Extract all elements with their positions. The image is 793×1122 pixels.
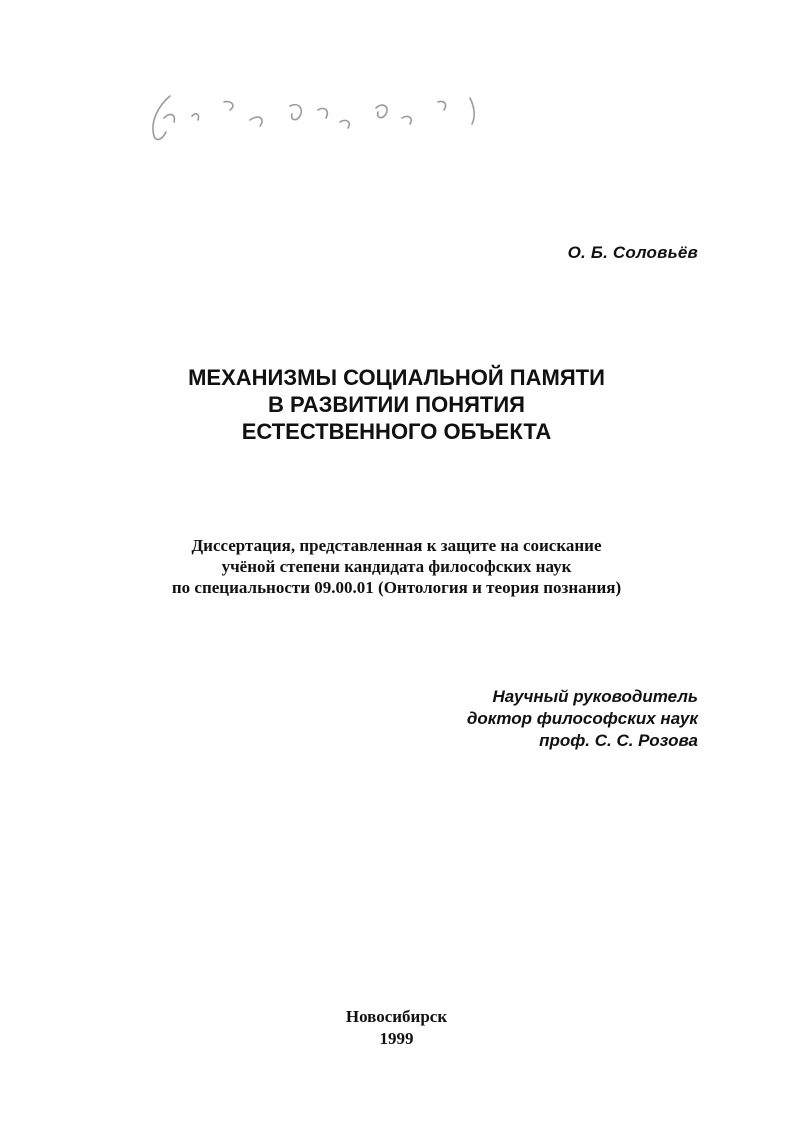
handwritten-note-icon: [140, 88, 490, 148]
dissertation-title: [0, 364, 793, 445]
description-line: по специальности 09.00.01 (Онтология и теория познания): [171, 578, 622, 597]
author-name: О. Б. Соловьёв: [567, 243, 698, 262]
year: 1999: [379, 1029, 414, 1048]
supervisor-line: доктор философских наук: [466, 709, 698, 728]
title-line: В РАЗВИТИИ ПОНЯТИЯ: [268, 392, 525, 417]
supervisor-line: Научный руководитель: [492, 687, 698, 706]
scientific-supervisor: [467, 686, 698, 752]
place-and-year: [0, 1006, 793, 1050]
dissertation-description: [0, 535, 793, 598]
city: Новосибирск: [345, 1007, 448, 1026]
description-line: учёной степени кандидата философских наук: [221, 557, 572, 576]
title-line: ЕСТЕСТВЕННОГО ОБЪЕКТА: [241, 419, 552, 444]
title-line: МЕХАНИЗМЫ СОЦИАЛЬНОЙ ПАМЯТИ: [188, 365, 605, 390]
supervisor-line: проф. С. С. Розова: [539, 731, 698, 750]
description-line: Диссертация, представленная к защите на соискание: [191, 536, 602, 555]
